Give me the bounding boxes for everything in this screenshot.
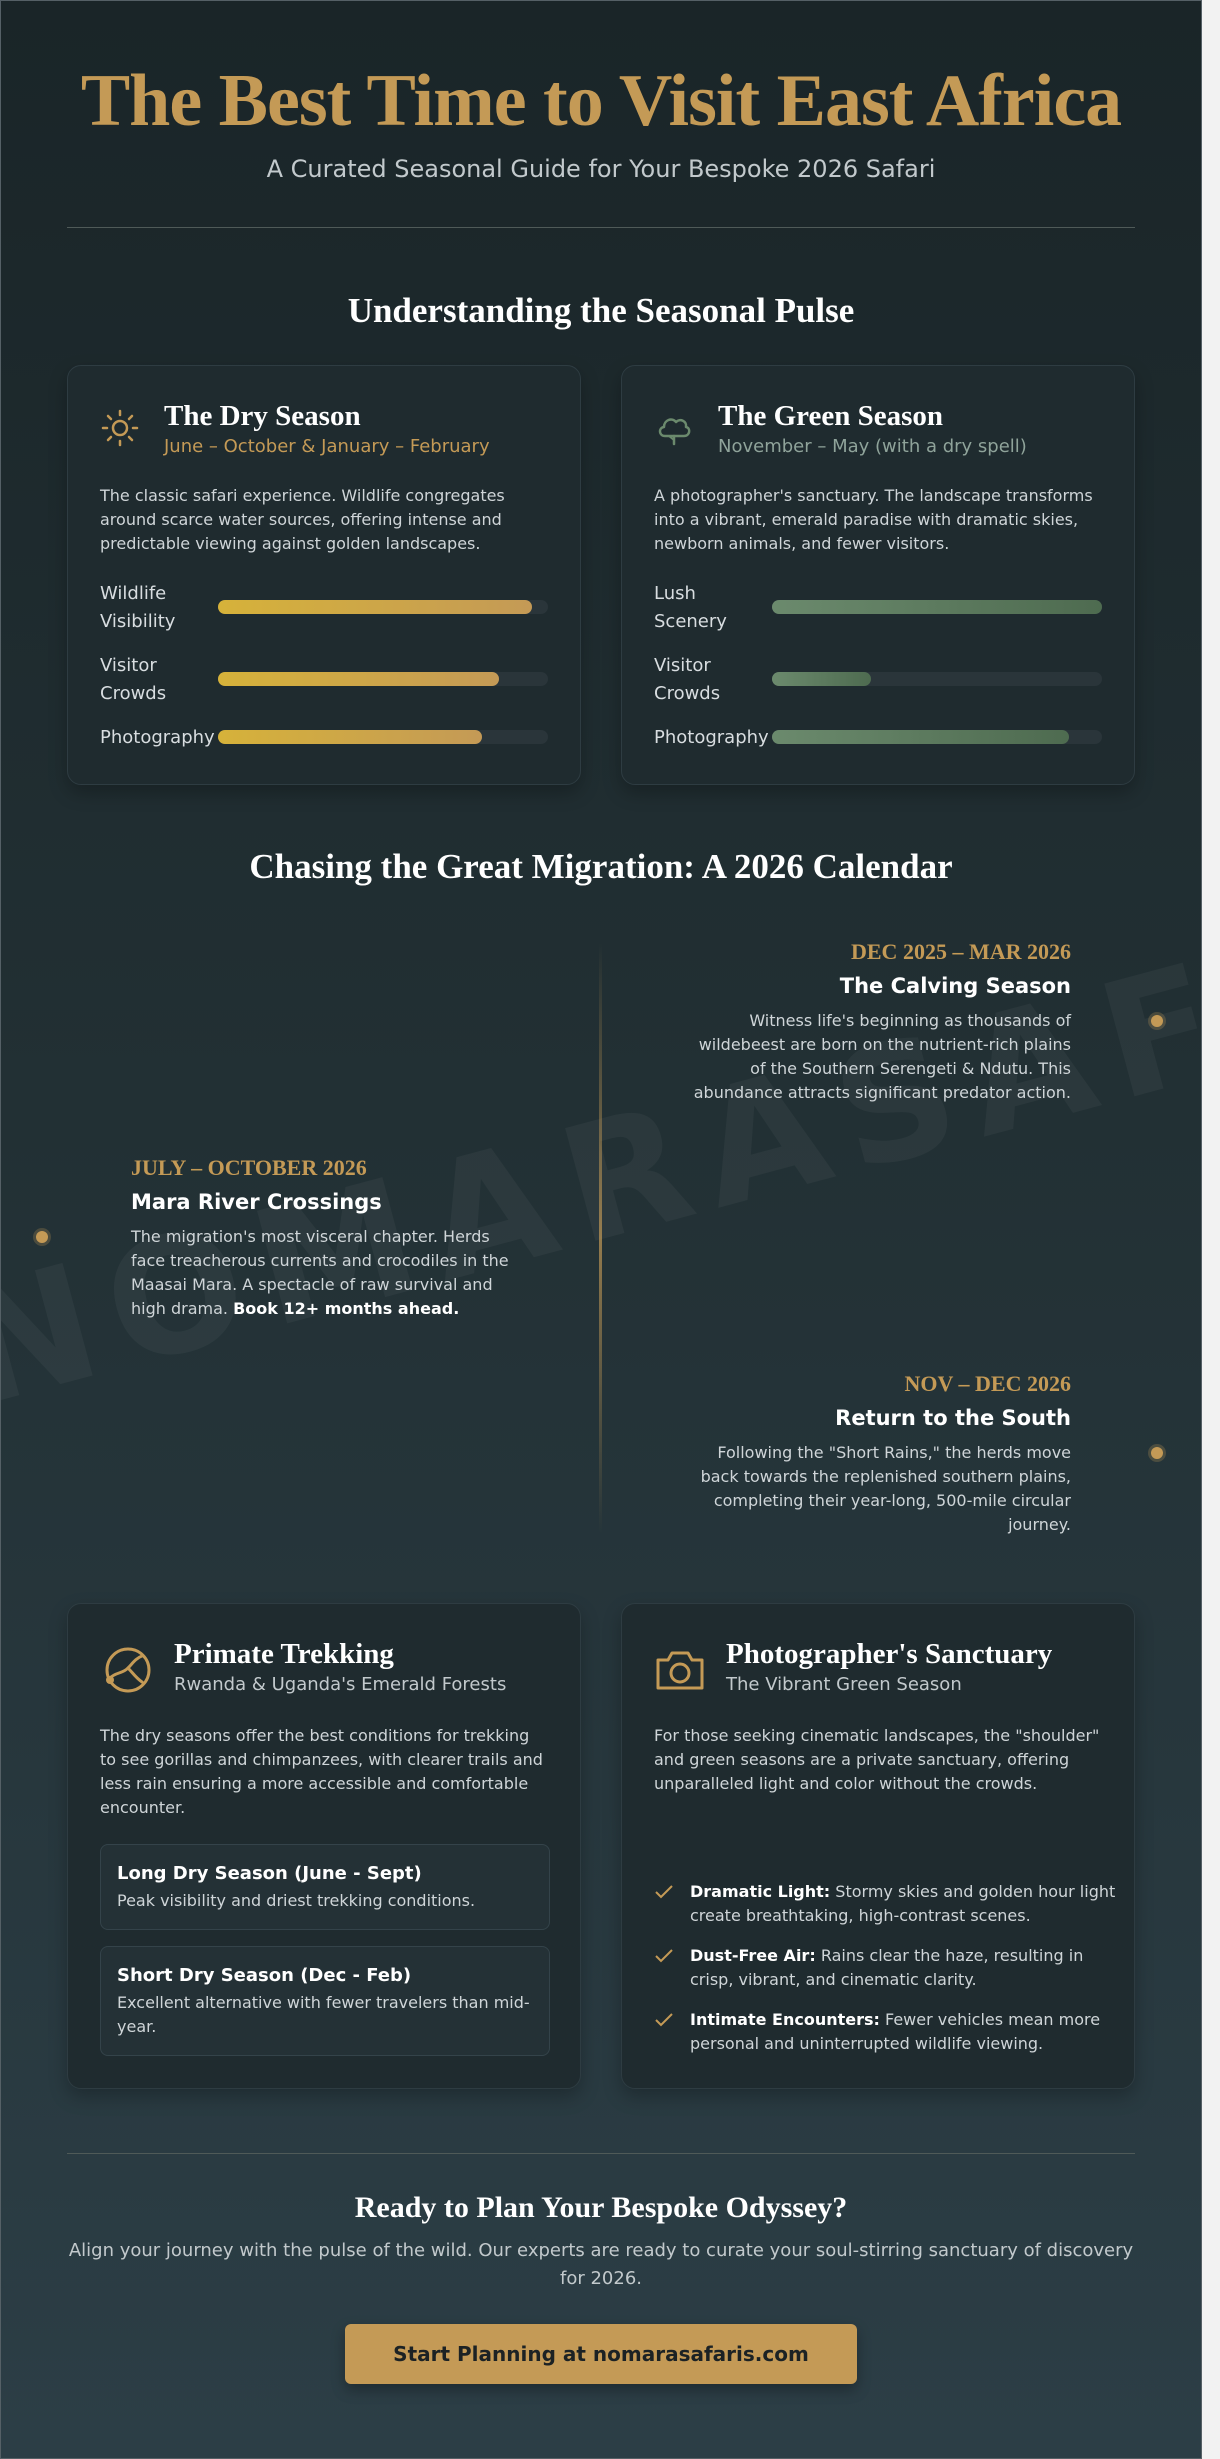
event-date: DEC 2025 – MAR 2026	[851, 939, 1071, 964]
feature-item: Dust-Free Air: Rains clear the haze, resulting in crisp, vibrant, and cinematic clarity.	[654, 1944, 1124, 1992]
dry-season-card	[67, 365, 581, 785]
season-box-text: Peak visibility and driest trekking conditions.	[117, 1891, 476, 1910]
event-title: Return to the South	[835, 1406, 1071, 1430]
primate-title: Primate Trekking	[174, 1638, 394, 1670]
bar-label: Photography	[100, 727, 215, 748]
bar-label: Visitor Crowds	[654, 655, 721, 704]
feature-item: Dramatic Light: Stormy skies and golden hour light create breathtaking, high-contrast scenes.	[654, 1880, 1124, 1928]
bar-fill	[772, 730, 1069, 744]
bar-label: Lush Scenery	[654, 583, 727, 632]
bar-track	[772, 672, 1102, 686]
timeline-dot	[1151, 1447, 1163, 1459]
event-description: Witness life's beginning as thousands of wildebeest are born on the nutrient-rich plains of the Southern Serengeti & Ndutu. This abundance attracts significant predator action.	[693, 1011, 1071, 1102]
bar-track	[772, 730, 1102, 744]
check-icon	[654, 1948, 674, 1964]
bar-track	[772, 600, 1102, 614]
dry-season-title: The Dry Season	[164, 400, 361, 432]
bar-track	[218, 730, 548, 744]
season-box-text: Excellent alternative with fewer travelers than mid-year.	[117, 1993, 530, 2036]
check-icon	[654, 2012, 674, 2028]
bar-label: Visitor Crowds	[100, 655, 167, 704]
cta-text: Align your journey with the pulse of the wild. Our experts are ready to curate your soul-stirring sanctuary of discovery for 2026.	[68, 2240, 1134, 2289]
photographer-description: For those seeking cinematic landscapes, the "shoulder" and green seasons are a private sanctuary, offering unparalleled light and color without the crowds.	[654, 1726, 1100, 1793]
primate-icon	[102, 1644, 154, 1696]
green-season-description: A photographer's sanctuary. The landscape transforms into a vibrant, emerald paradise with dramatic skies, newborn animals, and fewer visitors.	[654, 486, 1093, 553]
green-season-title: The Green Season	[718, 400, 944, 432]
primate-subtitle: Rwanda & Uganda's Emerald Forests	[174, 1674, 507, 1695]
photographer-card	[621, 1603, 1135, 2089]
event-title: Mara River Crossings	[131, 1190, 382, 1214]
event-description: Following the "Short Rains," the herds move back towards the replenished southern plains, completing their year-long, 500-mile circular journey.	[700, 1443, 1071, 1534]
event-date: NOV – DEC 2026	[904, 1371, 1071, 1396]
cta-heading: Ready to Plan Your Bespoke Odyssey?	[354, 2191, 848, 2224]
page-subtitle: A Curated Seasonal Guide for Your Bespoke 2026 Safari	[266, 155, 936, 183]
bar-fill	[218, 672, 499, 686]
primate-description: The dry seasons offer the best conditions for trekking to see gorillas and chimpanzees, with clearer trails and less rain ensuring a more accessible and comfortable encounter.	[100, 1726, 543, 1817]
camera-icon	[654, 1646, 706, 1694]
divider	[67, 2153, 1135, 2154]
start-planning-button[interactable]: Start Planning at nomarasafaris.com	[345, 2324, 857, 2384]
timeline-dot	[36, 1231, 48, 1243]
check-icon	[654, 1884, 674, 1900]
primate-trekking-card	[67, 1603, 581, 2089]
dry-season-description: The classic safari experience. Wildlife congregates around scarce water sources, offering intense and predictable viewing against golden landscapes.	[100, 486, 505, 553]
season-box	[100, 1946, 550, 2056]
season-box-title: Long Dry Season (June - Sept)	[117, 1863, 422, 1884]
green-season-months: November – May (with a dry spell)	[718, 436, 1027, 457]
seasons-heading: Understanding the Seasonal Pulse	[347, 291, 855, 330]
bar-track	[218, 600, 548, 614]
photographer-title: Photographer's Sanctuary	[726, 1638, 1053, 1670]
sun-icon	[100, 408, 140, 448]
season-box	[100, 1844, 550, 1930]
season-box-title: Short Dry Season (Dec - Feb)	[117, 1965, 412, 1986]
bar-label: Photography	[654, 727, 769, 748]
bar-fill	[218, 730, 482, 744]
cloud-rain-icon	[654, 410, 694, 450]
divider	[67, 227, 1135, 228]
timeline-line	[599, 943, 602, 1533]
event-description: The migration's most visceral chapter. Herds face treacherous currents and crocodiles in the Maasai Mara. A spectacle of raw survival and high drama. Book 12+ months ahead.	[131, 1227, 509, 1318]
bar-label: Wildlife Visibility	[100, 583, 176, 632]
bar-fill	[218, 600, 532, 614]
photographer-subtitle: The Vibrant Green Season	[726, 1674, 962, 1695]
event-title: The Calving Season	[839, 974, 1071, 998]
bar-track	[218, 672, 548, 686]
green-season-card	[621, 365, 1135, 785]
dry-season-months: June – October & January – February	[164, 436, 490, 457]
migration-heading: Chasing the Great Migration: A 2026 Calendar	[249, 847, 953, 886]
timeline-dot	[1151, 1015, 1163, 1027]
page-title: The Best Time to Visit East Africa	[80, 60, 1122, 142]
bar-fill	[772, 672, 871, 686]
bar-fill	[772, 600, 1102, 614]
event-date: JULY – OCTOBER 2026	[131, 1155, 367, 1180]
feature-item: Intimate Encounters: Fewer vehicles mean more personal and uninterrupted wildlife viewing.	[654, 2008, 1124, 2056]
